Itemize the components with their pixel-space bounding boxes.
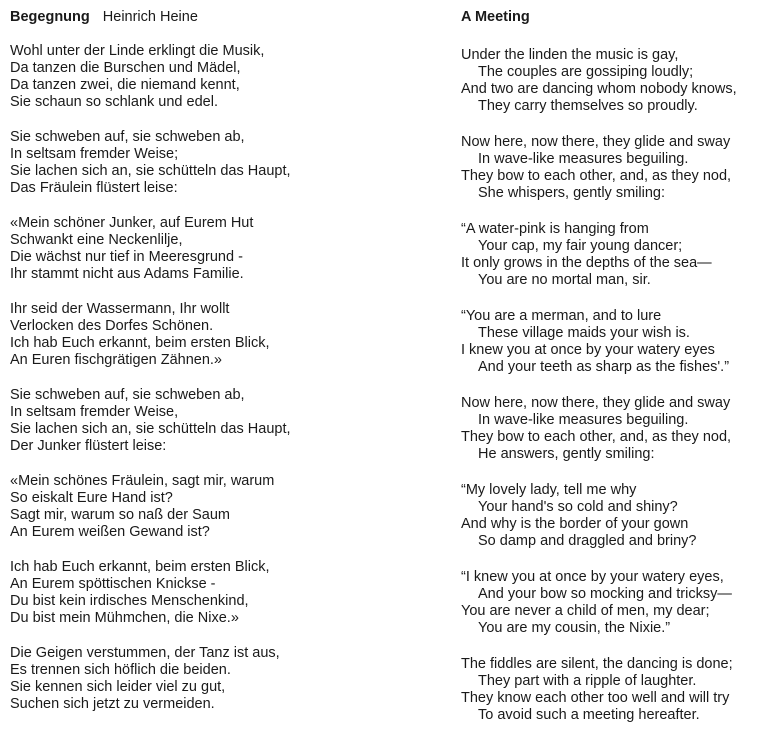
english-poem-column [461, 9, 771, 743]
poem-line: “You are a merman, and to lure [461, 308, 662, 324]
poem-line: And why is the border of your gown [461, 516, 689, 532]
poem-line: They carry themselves so proudly. [478, 98, 698, 114]
poem-line: An Euren fischgrätigen Zähnen.» [10, 352, 222, 368]
poem-line: Wohl unter der Linde erklingt die Musik, [10, 43, 265, 59]
german-poem-author: Heinrich Heine [102, 9, 198, 25]
poem-line: Ich hab Euch erkannt, beim ersten Blick, [10, 559, 270, 575]
poem-line: Du bist mein Mühmchen, die Nixe.» [10, 610, 239, 626]
poem-line: You are my cousin, the Nixie.” [478, 620, 671, 636]
poem-line: Sie schweben auf, sie schweben ab, [10, 129, 245, 145]
poem-line: And two are dancing whom nobody knows, [461, 81, 737, 97]
stanza [10, 473, 455, 541]
poem-line: Ihr stammt nicht aus Adams Familie. [10, 266, 244, 282]
stanza [10, 301, 455, 369]
poem-line: To avoid such a meeting hereafter. [478, 707, 700, 723]
poem-line: Now here, now there, they glide and sway [461, 395, 731, 411]
poem-line: You are never a child of men, my dear; [461, 603, 710, 619]
stanza [10, 43, 455, 111]
german-poem-column [10, 9, 455, 731]
poem-line: Verlocken des Dorfes Schönen. [10, 318, 214, 334]
german-poem-title: Begegnung [10, 9, 90, 25]
poem-line: Sie lachen sich an, sie schütteln das Haupt, [10, 421, 291, 437]
poem-line: He answers, gently smiling: [478, 446, 655, 462]
stanza [461, 482, 771, 550]
stanza [461, 134, 771, 202]
poem-line: Suchen sich jetzt zu vermeiden. [10, 696, 215, 712]
poem-line: Der Junker flüstert leise: [10, 438, 167, 454]
poem-line: They part with a ripple of laughter. [478, 673, 697, 689]
stanza [461, 569, 771, 637]
poem-line: In wave-like measures beguiling. [478, 412, 689, 428]
poem-line: Sie schweben auf, sie schweben ab, [10, 387, 245, 403]
poem-line: Ihr seid der Wassermann, Ihr wollt [10, 301, 230, 317]
stanza [461, 221, 771, 289]
poem-line: Die Geigen verstummen, der Tanz ist aus, [10, 645, 280, 661]
poem-line: “A water-pink is hanging from [461, 221, 649, 237]
poem-line: Die wächst nur tief in Meeresgrund - [10, 249, 243, 265]
poem-line: So eiskalt Eure Hand ist? [10, 490, 173, 506]
poem-line: I knew you at once by your watery eyes [461, 342, 715, 358]
poem-line: Under the linden the music is gay, [461, 47, 679, 63]
poem-line: Your hand's so cold and shiny? [478, 499, 678, 515]
poem-line: Sie lachen sich an, sie schütteln das Haupt, [10, 163, 291, 179]
poem-line: She whispers, gently smiling: [478, 185, 665, 201]
poem-line: In wave-like measures beguiling. [478, 151, 689, 167]
stanza [461, 308, 771, 376]
poem-line: An Eurem spöttischen Knickse - [10, 576, 216, 592]
poem-line: Sie kennen sich leider viel zu gut, [10, 679, 226, 695]
poem-line: “I knew you at once by your watery eyes, [461, 569, 724, 585]
poem-line: Ich hab Euch erkannt, beim ersten Blick, [10, 335, 270, 351]
poem-line: Sie schaun so schlank und edel. [10, 94, 218, 110]
poem-line: These village maids your wish is. [478, 325, 690, 341]
stanza [10, 215, 455, 283]
poem-line: You are no mortal man, sir. [478, 272, 651, 288]
german-poem-header [10, 9, 455, 26]
poem-line: So damp and draggled and briny? [478, 533, 697, 549]
poem-line: Da tanzen zwei, die niemand kennt, [10, 77, 240, 93]
poem-line: They bow to each other, and, as they nod, [461, 429, 732, 445]
poem-line: They know each other too well and will try [461, 690, 730, 706]
poem-line: Schwankt eine Neckenlilje, [10, 232, 183, 248]
german-poem-body [10, 43, 455, 713]
english-poem-header [461, 9, 771, 26]
stanza [461, 47, 771, 115]
poem-line: It only grows in the depths of the sea— [461, 255, 712, 271]
poem-line: In seltsam fremder Weise; [10, 146, 179, 162]
stanza [461, 656, 771, 724]
poem-line: Now here, now there, they glide and sway [461, 134, 731, 150]
poem-line: Your cap, my fair young dancer; [478, 238, 683, 254]
stanza [10, 559, 455, 627]
stanza [10, 129, 455, 197]
poem-line: They bow to each other, and, as they nod, [461, 168, 732, 184]
poem-line: The fiddles are silent, the dancing is done; [461, 656, 733, 672]
poem-line: «Mein schöner Junker, auf Eurem Hut [10, 215, 254, 231]
poem-line: An Eurem weißen Gewand ist? [10, 524, 210, 540]
poem-line: Da tanzen die Burschen und Mädel, [10, 60, 241, 76]
poem-line: Es trennen sich höflich die beiden. [10, 662, 231, 678]
poem-line: «Mein schönes Fräulein, sagt mir, warum [10, 473, 275, 489]
poem-line: And your teeth as sharp as the fishes'.” [478, 359, 730, 375]
stanza [10, 387, 455, 455]
english-poem-body [461, 47, 771, 724]
poem-line: The couples are gossiping loudly; [478, 64, 694, 80]
stanza [10, 645, 455, 713]
poem-line: “My lovely lady, tell me why [461, 482, 637, 498]
poem-line: Das Fräulein flüstert leise: [10, 180, 178, 196]
stanza [461, 395, 771, 463]
poem-line: Sagt mir, warum so naß der Saum [10, 507, 230, 523]
poem-line: Du bist kein irdisches Menschenkind, [10, 593, 249, 609]
english-poem-title: A Meeting [461, 9, 530, 25]
poem-line: In seltsam fremder Weise, [10, 404, 179, 420]
poem-line: And your bow so mocking and tricksy— [478, 586, 732, 602]
